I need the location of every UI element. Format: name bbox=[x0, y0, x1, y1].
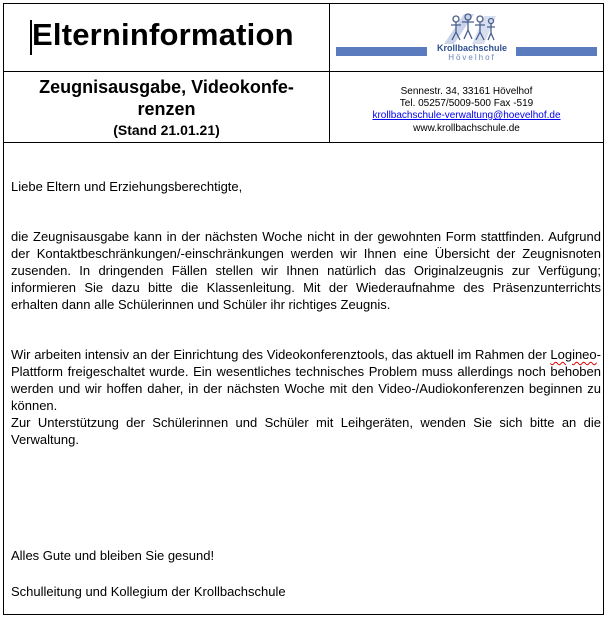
header-row-subject bbox=[4, 72, 603, 143]
header-row-title bbox=[4, 4, 603, 72]
p2-text-before: Wir arbeiten intensiv an der Einrichtung des Videokonferenztools, das aktuell im Rahmen der bbox=[11, 347, 551, 362]
subject-line-2: renzen bbox=[137, 99, 196, 119]
address-street[interactable]: Sennestr. 34, 33161 Hövelhof bbox=[400, 86, 533, 97]
logo-school-name: Krollbachschule bbox=[436, 43, 508, 53]
letter-paragraph-3[interactable]: Zur Unterstützung der Schülerinnen und Schüler mit Leihgeräten, wenden Sie sich bitte an die Verwaltung. bbox=[11, 415, 601, 447]
address-phone[interactable]: Tel. 05257/5009-500 Fax -519 bbox=[399, 98, 534, 109]
letter-paragraph-1[interactable]: die Zeugnisausgabe kann in der nächsten Woche nicht in der gewohnten Form stattfinden. Aufgrund der Kontaktbeschränkungen/-einschränkungen werden wir Ihnen eine Übersicht der Zeugnisnoten zusenden. In dringenden Fällen stellen wir Ihnen natürlich das Originalzeugnis zur Verfügung; informieren Sie dazu bitte die Klassenleitung. Mit der Wiederaufnahme des Präsenzunterrichts erhalten dann alle Schülerinnen und Schüler ihr richtiges Zeugnis. bbox=[11, 229, 601, 312]
subject-title[interactable] bbox=[4, 76, 329, 120]
letter-closing[interactable]: Alles Gute und bleiben Sie gesund! bbox=[11, 548, 215, 563]
subject-line-1: Zeugnisausgabe, Videokonfe- bbox=[39, 77, 294, 97]
logo-bar-right bbox=[516, 47, 597, 56]
children-figures-icon bbox=[434, 10, 510, 44]
letter-paragraph-2[interactable] bbox=[11, 346, 601, 414]
address-website[interactable]: www.krollbachschule.de bbox=[413, 123, 520, 134]
p2-text-after: -Plattform freigeschaltet wurde. Ein wesentliches technisches Problem muss allerdings noch behoben werden und wir hoffen daher, in der nächsten Woche mit den Video-/Audiokonferenzen beginnen zu können. bbox=[11, 347, 601, 413]
subject-cell bbox=[4, 72, 330, 142]
page-title[interactable]: Elterninformation bbox=[32, 17, 294, 52]
letter-signature[interactable]: Schulleitung und Kollegium der Krollbachschule bbox=[11, 584, 286, 599]
title-cell bbox=[4, 4, 330, 71]
school-logo bbox=[434, 10, 510, 66]
letter-greeting[interactable]: Liebe Eltern und Erziehungsberechtigte, bbox=[11, 179, 243, 194]
logo-bar-left bbox=[336, 47, 427, 56]
spellcheck-word[interactable]: Logineo bbox=[550, 347, 597, 362]
document-page bbox=[3, 3, 604, 615]
address-email-link[interactable]: krollbachschule-verwaltung@hoevelhof.de bbox=[372, 110, 561, 121]
logo-city: Hövelhof bbox=[448, 53, 496, 62]
subject-date[interactable]: (Stand 21.01.21) bbox=[113, 122, 220, 138]
logo-cell bbox=[330, 4, 603, 71]
address-cell bbox=[330, 72, 603, 142]
